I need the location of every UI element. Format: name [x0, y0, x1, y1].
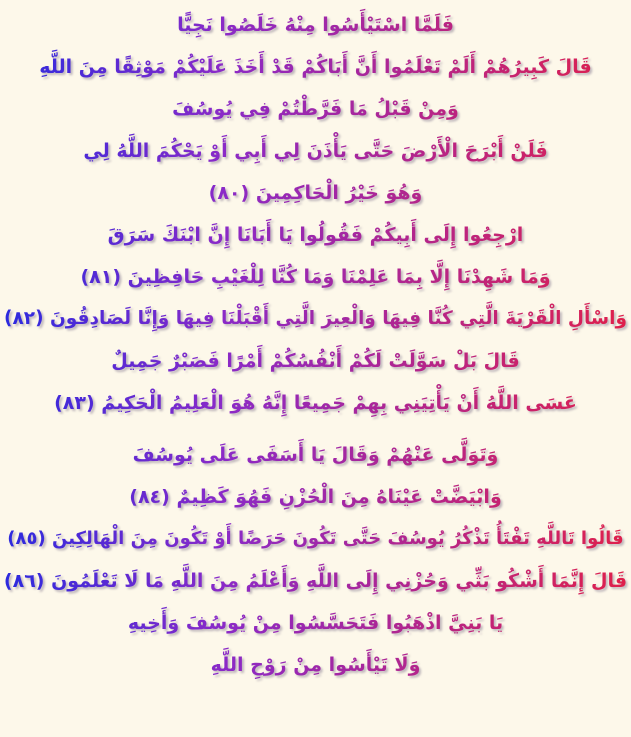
verse-line: وَمِنْ قَبْلُ مَا فَرَّطْتُمْ فِي يُوسُفَ [0, 88, 631, 130]
verse-line: عَسَى اللَّهُ أَنْ يَأْتِيَنِي بِهِمْ جَمِيعًا إِنَّهُ هُوَ الْعَلِيمُ الْحَكِيمُ (٨٣) [0, 382, 631, 424]
verse-line: وَاسْأَلِ الْقَرْيَةَ الَّتِي كُنَّا فِيهَا وَالْعِيرَ الَّتِي أَقْبَلْنَا فِيهَا وَإِنَّا لَصَادِقُونَ (٨٢) [0, 298, 631, 340]
verse-line: يَا بَنِيَّ اذْهَبُوا فَتَحَسَّسُوا مِنْ يُوسُفَ وَأَخِيهِ [0, 602, 631, 644]
verse-list [0, 4, 631, 686]
verse-line: وَهُوَ خَيْرُ الْحَاكِمِينَ (٨٠) [0, 172, 631, 214]
verse-line: وَابْيَضَّتْ عَيْنَاهُ مِنَ الْحُزْنِ فَهُوَ كَظِيمٌ (٨٤) [0, 476, 631, 518]
verse-line: وَلَا تَيْأَسُوا مِنْ رَوْحِ اللَّهِ [0, 644, 631, 686]
verse-line: وَتَوَلَّى عَنْهُمْ وَقَالَ يَا أَسَفَى عَلَى يُوسُفَ [0, 434, 631, 476]
verse-line: قَالَ كَبِيرُهُمْ أَلَمْ تَعْلَمُوا أَنَّ أَبَاكُمْ قَدْ أَخَذَ عَلَيْكُمْ مَوْثِقًا مِنَ اللَّهِ [0, 46, 631, 88]
verse-line: قَالُوا تَاللَّهِ تَفْتَأُ تَذْكُرُ يُوسُفَ حَتَّى تَكُونَ حَرَضًا أَوْ تَكُونَ مِنَ الْهَالِكِينَ (٨٥) [0, 518, 631, 560]
verse-line: فَلَمَّا اسْتَيْأَسُوا مِنْهُ خَلَصُوا نَجِيًّا [0, 4, 631, 46]
verse-line: قَالَ بَلْ سَوَّلَتْ لَكُمْ أَنْفُسُكُمْ أَمْرًا فَصَبْرٌ جَمِيلٌ [0, 340, 631, 382]
verse-line: وَمَا شَهِدْنَا إِلَّا بِمَا عَلِمْنَا وَمَا كُنَّا لِلْغَيْبِ حَافِظِينَ (٨١) [0, 256, 631, 298]
verse-line: قَالَ إِنَّمَا أَشْكُو بَثِّي وَحُزْنِي إِلَى اللَّهِ وَأَعْلَمُ مِنَ اللَّهِ مَا لَا تَعْلَمُونَ (٨٦) [0, 560, 631, 602]
verse-line: ارْجِعُوا إِلَى أَبِيكُمْ فَقُولُوا يَا أَبَانَا إِنَّ ابْنَكَ سَرَقَ [0, 214, 631, 256]
verse-line: فَلَنْ أَبْرَحَ الْأَرْضَ حَتَّى يَأْذَنَ لِي أَبِي أَوْ يَحْكُمَ اللَّهُ لِي [0, 130, 631, 172]
